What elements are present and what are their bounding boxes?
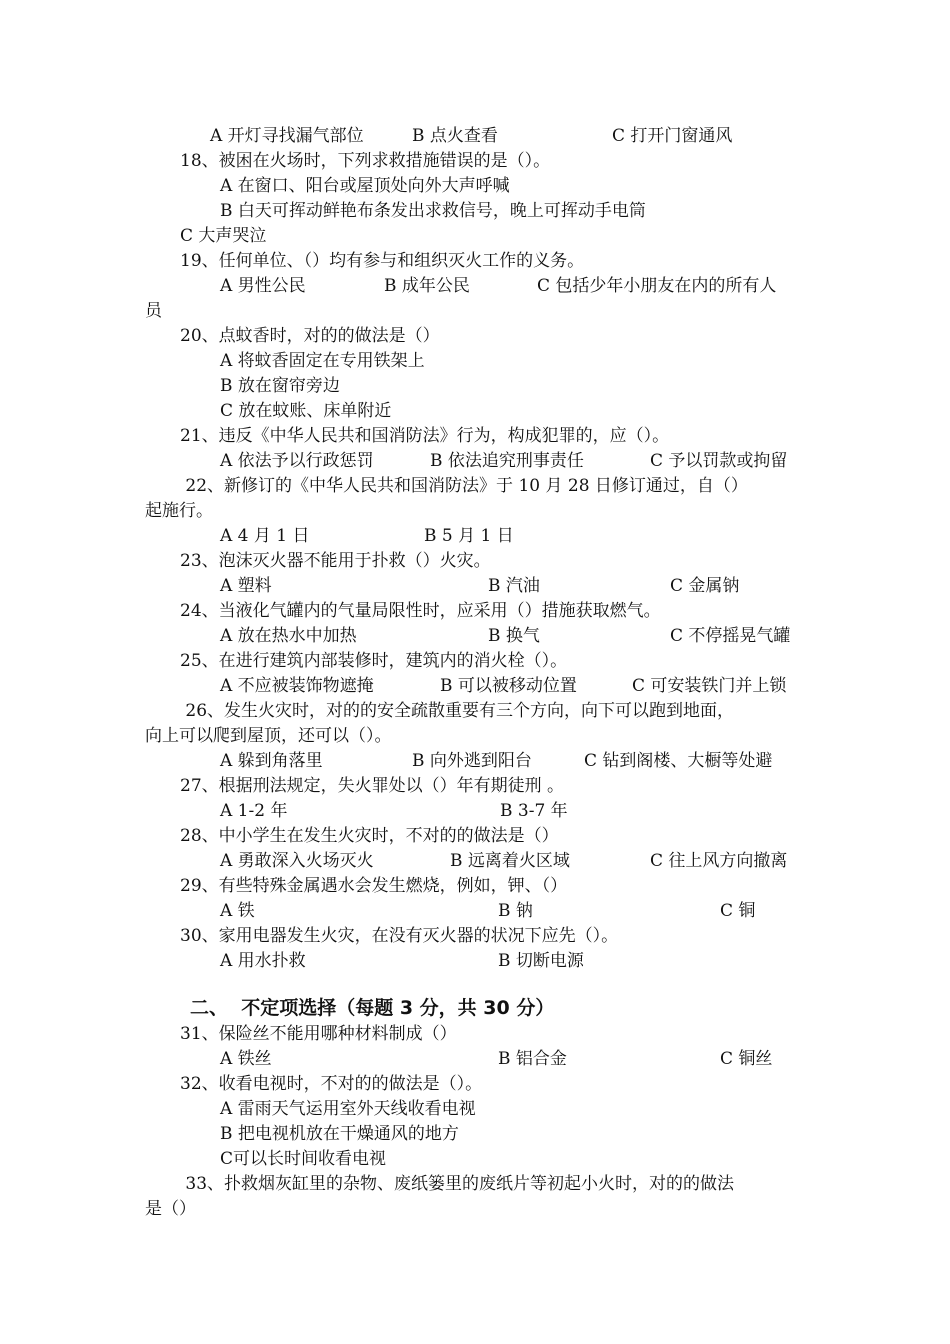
q21-option-c: C 予以罚款或拘留 — [650, 451, 788, 471]
q17-option-c: C 打开门窗通风 — [612, 126, 733, 146]
q32-option-b: B 把电视机放在干燥通风的地方 — [220, 1124, 459, 1144]
q33-text: 33、扑救烟灰缸里的杂物、废纸篓里的废纸片等初起小火时，对的的做法 — [180, 1174, 735, 1194]
q28-option-a: A 勇敢深入火场灭火 — [220, 851, 374, 871]
q18-option-b: B 白天可挥动鲜艳布条发出求救信号，晚上可挥动手电筒 — [220, 201, 646, 221]
q31-option-a: A 铁丝 — [220, 1049, 272, 1069]
q25-option-c: C 可安装铁门并上锁 — [632, 676, 787, 696]
q21-option-b: B 依法追究刑事责任 — [430, 451, 584, 471]
q27-option-b: B 3-7 年 — [500, 801, 568, 821]
q25-text: 25、在进行建筑内部装修时，建筑内的消火栓（）。 — [180, 651, 568, 671]
q30-text: 30、家用电器发生火灾，在没有灭火器的状况下应先（）。 — [180, 926, 619, 946]
q24-option-c: C 不停摇晃气罐 — [670, 626, 791, 646]
q17-option-b: B 点火查看 — [412, 126, 498, 146]
q26-wrap: 向上可以爬到屋顶，还可以（）。 — [145, 726, 392, 746]
q27-option-a: A 1-2 年 — [220, 801, 288, 821]
q29-text: 29、有些特殊金属遇水会发生燃烧，例如，钾、（） — [180, 876, 568, 896]
q28-option-b: B 远离着火区域 — [450, 851, 570, 871]
q29-option-b: B 钠 — [498, 901, 533, 921]
q18-text: 18、被困在火场时，下列求救措施错误的是（）。 — [180, 151, 551, 171]
q28-option-c: C 往上风方向撤离 — [650, 851, 788, 871]
q22-option-a: A 4 月 1 日 — [220, 526, 310, 546]
q31-option-c: C 铜丝 — [720, 1049, 773, 1069]
q20-option-c: C 放在蚊账、床单附近 — [220, 401, 392, 421]
q26-option-b: B 向外逃到阳台 — [412, 751, 532, 771]
q18-option-a: A 在窗口、阳台或屋顶处向外大声呼喊 — [220, 176, 510, 196]
q32-text: 32、收看电视时，不对的的做法是（）。 — [180, 1074, 483, 1094]
q33-wrap: 是（） — [145, 1199, 196, 1219]
q20-option-b: B 放在窗帘旁边 — [220, 376, 340, 396]
q30-option-a: A 用水扑救 — [220, 951, 306, 971]
q28-text: 28、中小学生在发生火灾时，不对的的做法是（） — [180, 826, 559, 846]
q23-option-c: C 金属钠 — [670, 576, 740, 596]
q18-option-c: C 大声哭泣 — [180, 226, 267, 246]
q24-option-a: A 放在热水中加热 — [220, 626, 357, 646]
q27-text: 27、根据刑法规定，失火罪处以（）年有期徒刑 。 — [180, 776, 565, 796]
q19-option-a: A 男性公民 — [220, 276, 306, 296]
q26-text: 26、发生火灾时，对的的安全疏散重要有三个方向，向下可以跑到地面， — [180, 701, 735, 721]
q23-text: 23、泡沫灭火器不能用于扑救（）火灾。 — [180, 551, 491, 571]
q22-text: 22、新修订的《中华人民共和国消防法》于 10 月 28 日修订通过，自（） — [180, 476, 748, 496]
q21-option-a: A 依法予以行政惩罚 — [220, 451, 374, 471]
q25-option-a: A 不应被装饰物遮掩 — [220, 676, 374, 696]
q24-text: 24、当液化气罐内的气量局限性时，应采用（）措施获取燃气。 — [180, 601, 661, 621]
q23-option-a: A 塑料 — [220, 576, 272, 596]
q21-text: 21、违反《中华人民共和国消防法》行为，构成犯罪的，应（）。 — [180, 426, 670, 446]
section-heading: 二、 不定项选择（每题 3 分，共 30 分） — [190, 997, 555, 1019]
q31-text: 31、保险丝不能用哪种材料制成（） — [180, 1024, 457, 1044]
q19-wrap: 员 — [145, 301, 162, 321]
q19-option-b: B 成年公民 — [384, 276, 470, 296]
q24-option-b: B 换气 — [488, 626, 540, 646]
q29-option-a: A 铁 — [220, 901, 255, 921]
q23-option-b: B 汽油 — [488, 576, 540, 596]
q25-option-b: B 可以被移动位置 — [440, 676, 577, 696]
q22-wrap: 起施行。 — [145, 501, 213, 521]
q30-option-b: B 切断电源 — [498, 951, 584, 971]
q19-text: 19、任何单位、（）均有参与和组织灭火工作的义务。 — [180, 251, 585, 271]
q17-option-a: A 开灯寻找漏气部位 — [210, 126, 364, 146]
q32-option-c: C可以长时间收看电视 — [220, 1149, 387, 1169]
q29-option-c: C 铜 — [720, 901, 756, 921]
q32-option-a: A 雷雨天气运用室外天线收看电视 — [220, 1099, 476, 1119]
q20-option-a: A 将蚊香固定在专用铁架上 — [220, 351, 425, 371]
q22-option-b: B 5 月 1 日 — [424, 526, 514, 546]
q20-text: 20、点蚊香时，对的的做法是（） — [180, 326, 440, 346]
q31-option-b: B 铝合金 — [498, 1049, 567, 1069]
q26-option-a: A 躲到角落里 — [220, 751, 323, 771]
q19-option-c: C 包括少年小朋友在内的所有人 — [537, 276, 777, 296]
q26-option-c: C 钻到阁楼、大橱等处避 — [584, 751, 773, 771]
